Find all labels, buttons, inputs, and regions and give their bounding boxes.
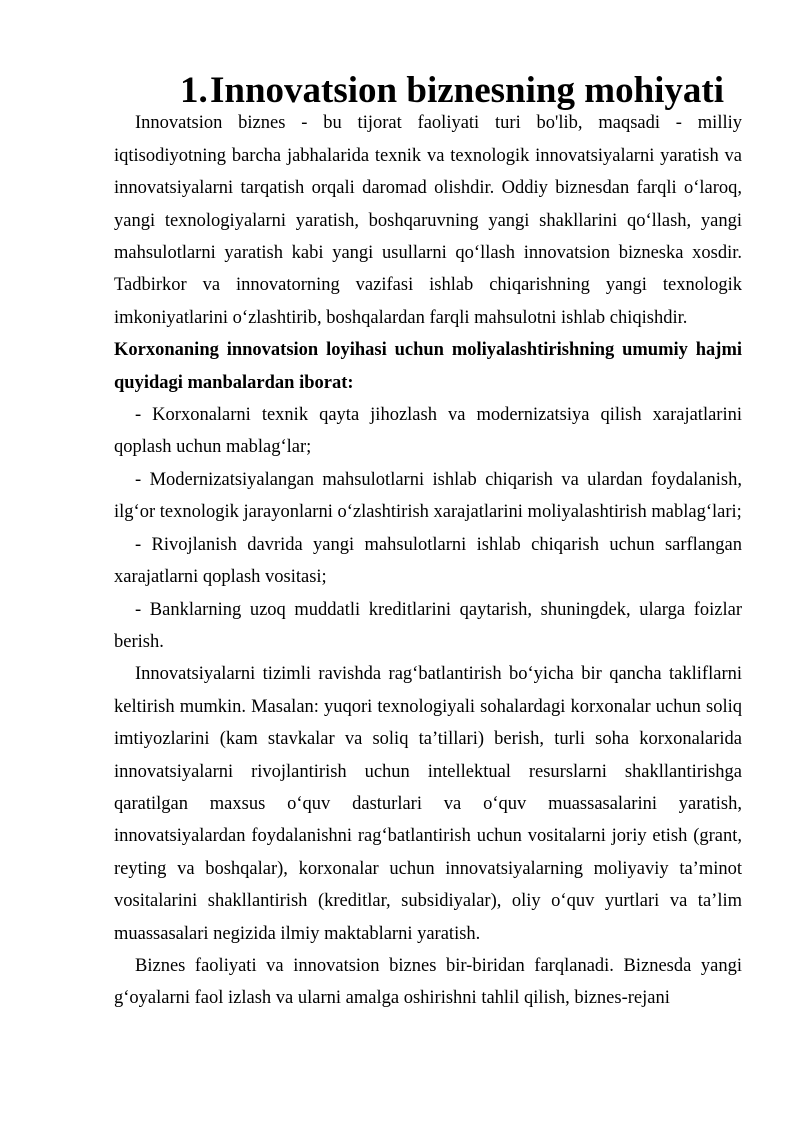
list-item: - Korxonalarni texnik qayta jihozlash va modernizatsiya qilish xarajatlarini qoplash uchun mablag‘lar; bbox=[114, 405, 742, 458]
document-page bbox=[114, 70, 742, 1015]
list-item: - Modernizatsiyalangan mahsulotlarni ishlab chiqarish va ulardan foydalanish, ilg‘or texnologik jarayonlarni o‘zlashtirish xarajatlarini moliyalashtirish mablag‘lari; bbox=[114, 469, 742, 523]
proposals-paragraph: Innovatsiyalarni tizimli ravishda rag‘batlantirish bo‘yicha bir qancha takliflarni keltirish mumkin. Masalan: yuqori texnologiyali sohalardagi korxonalar uchun soliq imtiyozlarini (kam stavkalar va soliq ta’tillari) berish, turli soha korxonalarida innovatsiyalarni rivojlantirish uchun intellektual resurslarni shakllantirishga qaratilgan maxsus o‘quv dasturlari va o‘quv muassasalarini yaratish, innovatsiyalardan foydalanishni rag‘batlantirish uchun vositalarni joriy etish (grant, reyting va boshqalar), korxonalar uchun innovatsiyalarning moliyaviy ta’minot vositalarini shakllantirish (kreditlar, subsidiyalar), oliy o‘quv yurtlari va ta’lim muassasalari negizida ilmiy maktablarni yaratish. bbox=[114, 664, 742, 944]
intro-paragraph: Innovatsion biznes - bu tijorat faoliyati turi bo'lib, maqsadi - milliy iqtisodiyotning barcha jabhalarida texnik va texnologik innovatsiyalarni yaratish va innovatsiyalarni tarqatish orqali daromad olishdir. Oddiy biznesdan farqli o‘laroq, yangi texnologiyalarni yaratish, boshqaruvning yangi shakllarini qo‘llash, yangi mahsulotlarni yaratish kabi yangi usullarni qo‘llash innovatsion bizneska xosdir. Tadbirkor va innovatorning vazifasi ishlab chiqarishning yangi texnologik imkoniyatlarini o‘zlashtirib, boshqalardan farqli mahsulotni ishlab chiqishdir. bbox=[114, 113, 742, 328]
section-number: 1. bbox=[180, 70, 208, 111]
section-heading bbox=[114, 70, 742, 111]
funding-sources-heading: Korxonaning innovatsion loyihasi uchun moliyalashtirishning umumiy hajmi quyidagi manbalardan iborat: bbox=[114, 340, 742, 393]
list-item: - Rivojlanish davrida yangi mahsulotlarni ishlab chiqarish uchun sarflangan xarajatlarni qoplash vositasi; bbox=[114, 534, 742, 588]
section-title: Innovatsion biznesning mohiyati bbox=[210, 70, 725, 111]
list-item: - Banklarning uzoq muddatli kreditlarini qaytarish, shuningdek, ularga foizlar berish. bbox=[114, 599, 742, 652]
business-paragraph: Biznes faoliyati va innovatsion biznes bir-biridan farqlanadi. Biznesda yangi g‘oyalarni faol izlash va ularni amalga oshirishni tahlil qilish, biznes-rejani bbox=[114, 955, 742, 1009]
